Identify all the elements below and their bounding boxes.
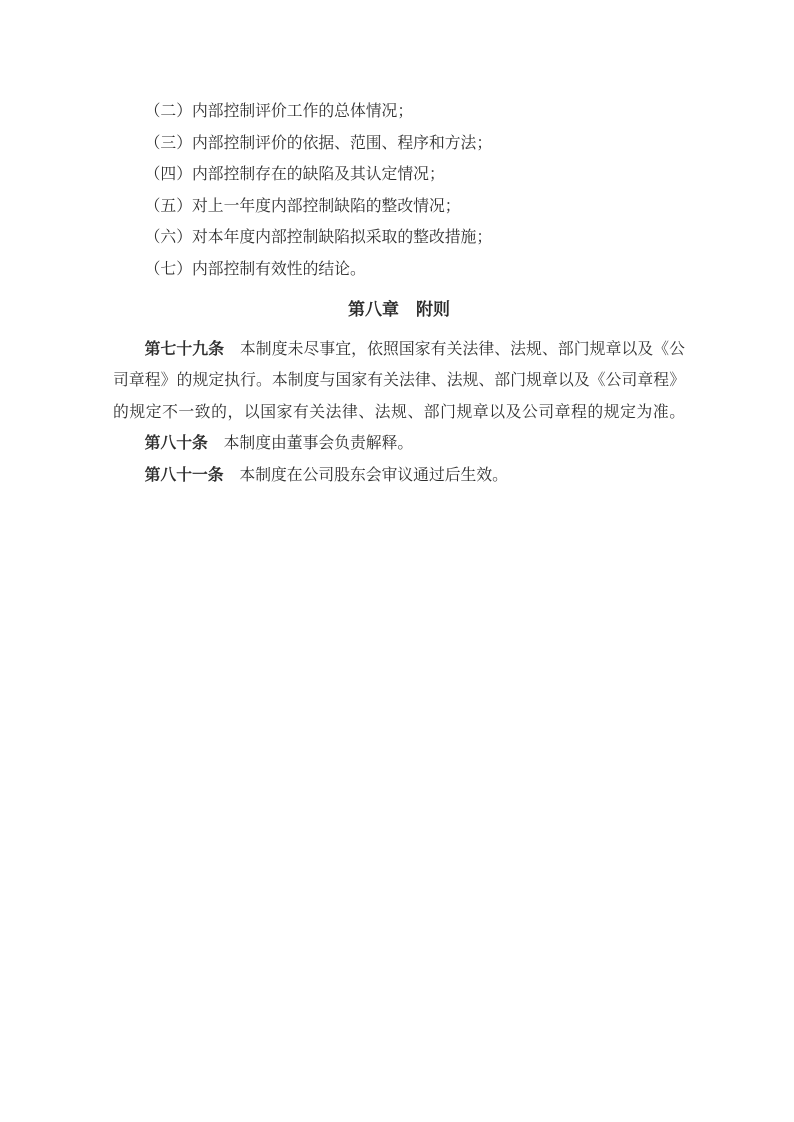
- chapter-heading: 第八章 附则: [348, 300, 450, 319]
- list-item: （二）内部控制评价工作的总体情况；: [144, 103, 414, 120]
- list-item: （六）对本年度内部控制缺陷拟采取的整改措施；: [144, 229, 493, 246]
- list-item: （四）内部控制存在的缺陷及其认定情况；: [144, 166, 445, 183]
- document-content: [113, 96, 685, 491]
- article-text: 本制度在公司股东会审议通过后生效。: [239, 466, 508, 484]
- article-paragraph: [113, 428, 685, 460]
- article-paragraph: [113, 460, 685, 492]
- article-term: 第八十条: [144, 435, 208, 452]
- article-line: [113, 334, 685, 366]
- article-term: 第八十一条: [144, 466, 224, 484]
- article-text: 本制度未尽事宜，依照国家有关法律、法规、部门规章以及《公: [239, 340, 685, 358]
- list-item: （七）内部控制有效性的结论。: [144, 260, 366, 278]
- article-line: 的规定不一致的，以国家有关法律、法规、部门规章以及公司章程的规定为准。: [113, 403, 685, 421]
- article-term: 第七十九条: [144, 340, 225, 358]
- article-text: 本制度由董事会负责解释。: [223, 435, 414, 452]
- article-line: 司章程》的规定执行。本制度与国家有关法律、法规、部门规章以及《公司章程》: [113, 372, 685, 389]
- list-item: （五）对上一年度内部控制缺陷的整改情况；: [144, 197, 461, 215]
- list-item: （三）内部控制评价的依据、范围、程序和方法；: [144, 134, 493, 152]
